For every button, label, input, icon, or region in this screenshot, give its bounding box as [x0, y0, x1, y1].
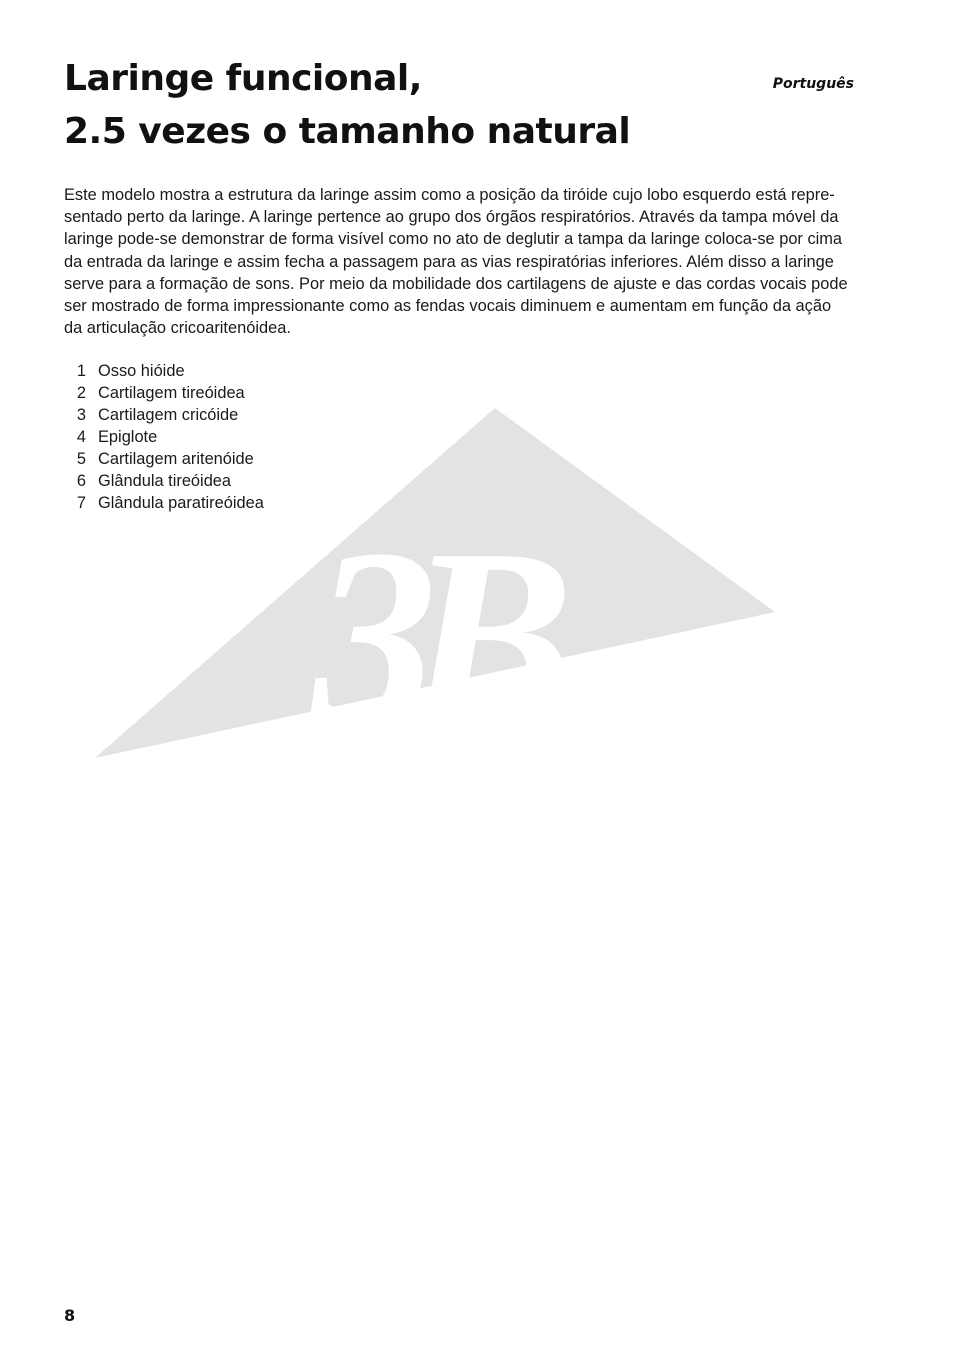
- list-item-number: 6: [76, 472, 86, 490]
- list-item-number: 3: [76, 406, 86, 424]
- list-item: [64, 470, 264, 492]
- list-item-number: 1: [76, 362, 86, 380]
- page-title-line-2: 2.5 vezes o tamanho natural: [64, 111, 631, 152]
- list-item: [64, 404, 264, 426]
- page-title: [64, 52, 630, 158]
- list-item-label: Cartilagem aritenóide: [98, 450, 254, 468]
- list-item-label: Epiglote: [98, 428, 158, 446]
- list-item-label: Cartilagem cricóide: [98, 406, 239, 424]
- list-item-label: Glândula tireóidea: [98, 472, 232, 490]
- list-item: [64, 360, 264, 382]
- language-label: Português: [772, 76, 854, 92]
- description-paragraph: Este modelo mostra a estrutura da laringe assim como a posição da tiróide cujo lobo esquerdo está repre- sentado perto da laringe. A laringe pertence ao grupo dos órgãos respiratórios. Através da tampa móvel da laringe pode-se demonstrar de forma visível como no ato de deglutir a tampa da laringe coloca-se por cima da entrada da laringe e assim fecha a passagem para as vias respiratórias inferiores. Além disso a laringe serve para a formação de sons. Por meio da mobilidade dos cartilagens de ajuste e das cordas vocais pode ser mostrado de forma impressionante como as fendas vocais diminuem e aumentam em função da ação da articulação cricoaritenóidea.: [64, 186, 848, 338]
- list-item-number: 2: [76, 384, 86, 402]
- list-item: [64, 426, 264, 448]
- page-number: 8: [64, 1306, 76, 1325]
- list-item-label: Osso hióide: [98, 362, 185, 380]
- list-item-label: Cartilagem tireóidea: [98, 384, 245, 402]
- parts-list: [64, 360, 264, 514]
- list-item: [64, 382, 264, 404]
- list-item-label: Glândula paratireóidea: [98, 494, 264, 512]
- watermark-registered-mark: ®: [635, 606, 661, 643]
- page-title-line-1: Laringe funcional,: [64, 58, 422, 99]
- list-item-number: 7: [76, 494, 86, 512]
- list-item: [64, 448, 264, 470]
- list-item-number: 4: [76, 428, 86, 446]
- list-item-number: 5: [76, 450, 86, 468]
- watermark-logo-text: 3B: [312, 498, 544, 770]
- list-item: [64, 492, 264, 514]
